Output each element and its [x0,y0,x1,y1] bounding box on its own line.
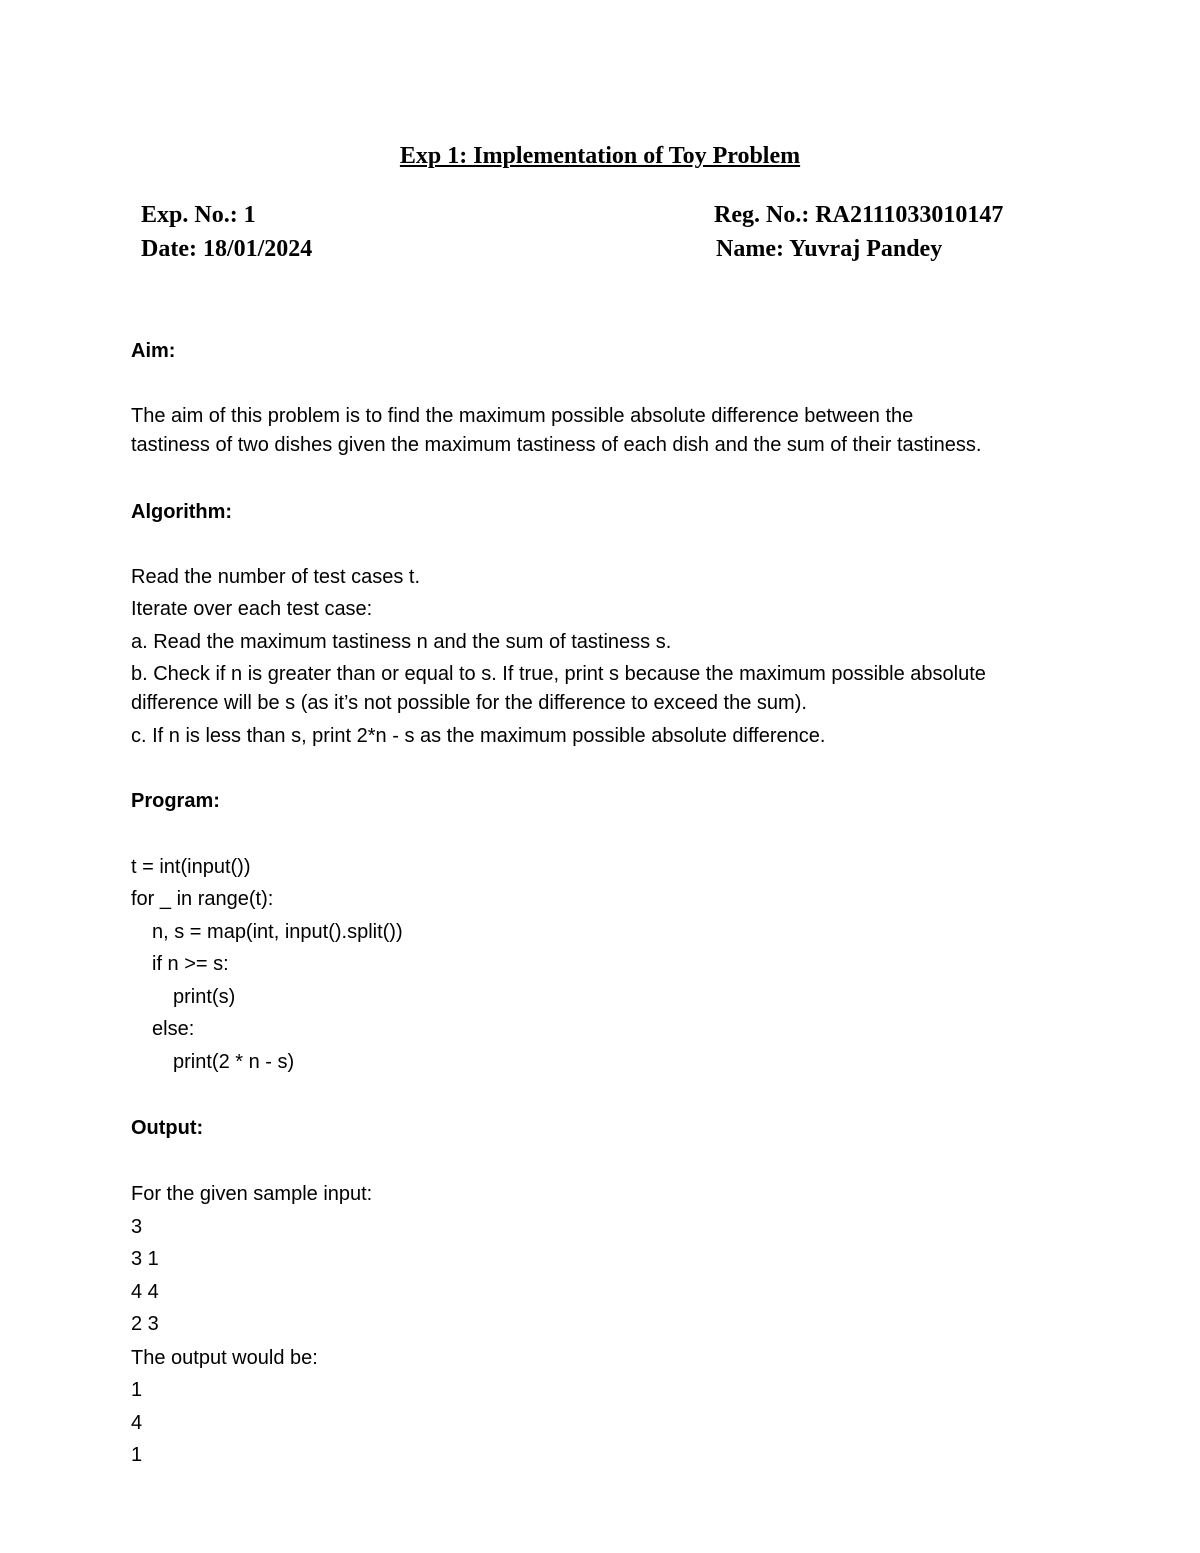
program-heading: Program: [131,790,220,812]
code-line: if n >= s: [152,953,229,975]
algorithm-line: difference will be s (as it’s not possible for the difference to exceed the sum). [131,692,807,714]
output-line: The output would be: [131,1347,318,1369]
code-line: t = int(input()) [131,856,251,878]
output-line: For the given sample input: [131,1183,373,1205]
code-line: print(s) [173,986,236,1008]
algorithm-line: c. If n is less than s, print 2*n - s as the maximum possible absolute difference. [131,725,826,747]
output-line: 2 3 [131,1313,159,1335]
meta-left-block [141,198,312,266]
date: Date: 18/01/2024 [141,236,313,262]
algorithm-line: Iterate over each test case: [131,598,373,620]
output-heading: Output: [131,1117,204,1139]
reg-no: Reg. No.: RA2111033010147 [714,202,1004,228]
code-line: for _ in range(t): [131,888,274,910]
output-line: 4 [131,1412,143,1434]
exp-no: Exp. No.: 1 [141,202,256,228]
aim-line: The aim of this problem is to find the maximum possible absolute difference between the [131,405,914,427]
algorithm-line: a. Read the maximum tastiness n and the sum of tastiness s. [131,631,672,653]
output-line: 3 1 [131,1248,159,1270]
student-name: Name: Yuvraj Pandey [716,236,943,262]
algorithm-heading: Algorithm: [131,501,233,523]
output-line: 1 [131,1379,143,1401]
output-line: 3 [131,1216,143,1238]
meta-right-block [714,198,1003,266]
output-line: 1 [131,1444,143,1466]
aim-line: tastiness of two dishes given the maximum tastiness of each dish and the sum of their tastiness. [131,434,982,456]
algorithm-line: b. Check if n is greater than or equal to s. If true, print s because the maximum possible absolute [131,663,986,685]
algorithm-line: Read the number of test cases t. [131,566,421,588]
aim-heading: Aim: [131,340,176,362]
code-line: n, s = map(int, input().split()) [152,921,403,943]
code-line: else: [152,1018,195,1040]
output-line: 4 4 [131,1281,159,1303]
code-line: print(2 * n - s) [173,1051,295,1073]
document-title: Exp 1: Implementation of Toy Problem [399,143,801,169]
